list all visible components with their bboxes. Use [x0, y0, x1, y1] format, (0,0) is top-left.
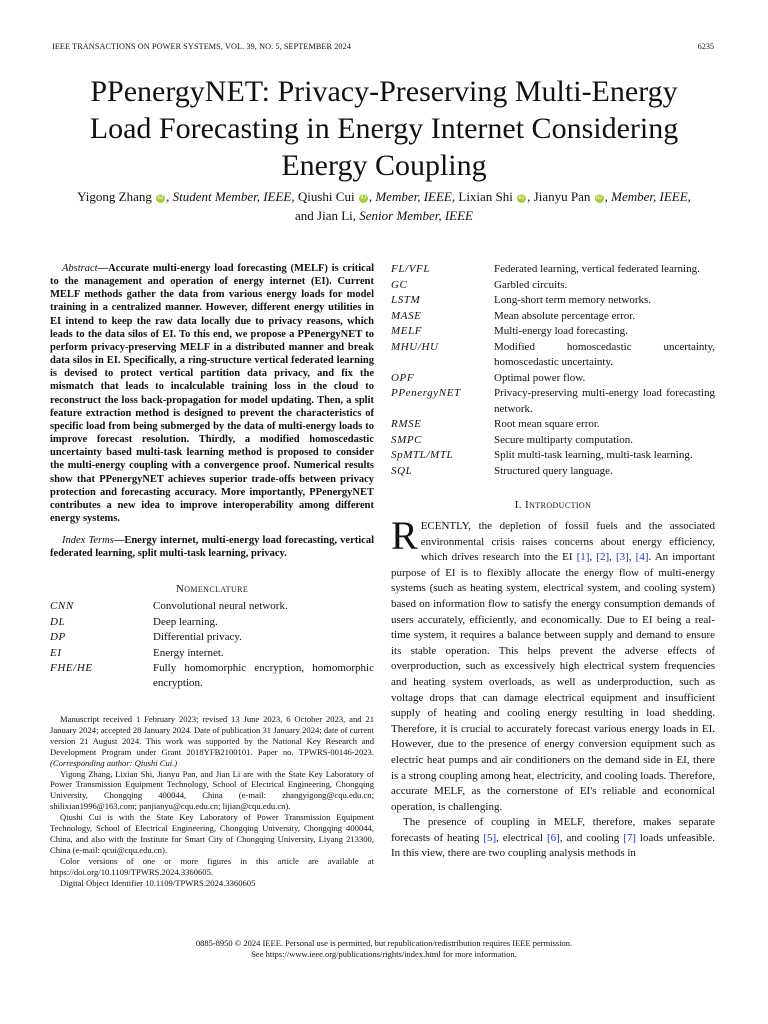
- nomenclature-def: Modified homoscedastic uncertainty, homoscedastic uncertainty.: [494, 340, 715, 368]
- rights-line: See https://www.ieee.org/publications/rights/index.html for more information.: [251, 949, 517, 959]
- nomenclature-def: Structured query language.: [494, 464, 613, 477]
- author-name: and Jian Li,: [295, 207, 357, 223]
- author-line-2: [40, 207, 728, 226]
- nomenclature-abbr: PPenergyNET: [391, 387, 461, 399]
- author-membership: Member, IEEE: [375, 189, 452, 204]
- nomenclature-def: Differential privacy.: [153, 631, 242, 644]
- author-name: Lixian Shi: [458, 189, 513, 204]
- running-header: IEEE TRANSACTIONS ON POWER SYSTEMS, VOL. 39, NO. 5, SEPTEMBER 2024: [52, 42, 352, 51]
- nomenclature-def: Federated learning, vertical federated learning.: [494, 263, 700, 275]
- author-name: Yigong Zhang: [77, 189, 152, 204]
- orcid-icon[interactable]: iD: [157, 195, 164, 201]
- nomenclature-abbr: MHU/HU: [391, 340, 439, 353]
- corresponding-author: (Corresponding author: Qiushi Cui.): [50, 757, 178, 768]
- nomenclature-def: Secure multiparty computation.: [494, 433, 633, 446]
- nomenclature-def: Privacy-preserving multi-energy load forecasting network.: [494, 387, 715, 415]
- author-line-1: Yigong Zhang iD , Student Member, IEEE, Qiushi Cui iD , Member, IEEE, Lixian Shi iD , Jianyu Pan iD , Member, IEEE,: [77, 189, 691, 204]
- footnote-manuscript: [50, 714, 374, 769]
- nomenclature-abbr: EI: [50, 646, 62, 659]
- left-column: [50, 262, 374, 692]
- paper-title: [40, 73, 728, 184]
- nomenclature-abbr: DP: [50, 631, 66, 644]
- author-name: Jianyu Pan: [533, 189, 591, 204]
- abstract-text: —Accurate multi-energy load forecasting (MELF) is critical to the management and operation of energy internet (EI). Current MELF methods gather the data from various energy loads for model training in a centralized manner. However, different energy utilities in EI intend to keep the raw data locally due to privacy reasons, which leads to the data silos of EI. To this end, we propose a PPenergyNET to perform privacy-preserving MELF in a distributed manner and break data silos in EI. Specifically, a ring-structure vertical federated learning is devised to protect vertical partition data privacy, and fix the mismatch that leads to incalculable training loss in the cloud to reconstruct the loss back-propagation for model updating. Then, a split feature extraction method is designed to prevent the characteristics of specific load from being submerged by the data of multi-energy loads to improve forecast resolution. Thirdly, a modified homoscedastic uncertainty based multi-task learning method is proposed to consider the multi-energy coupling with a convergence proof. Numerical results show that PPenergyNET achieves superior trade-offs between privacy protection and forecasting accuracy. More importantly, PPenergyNET contributes a new idea to improve interoperability among different energy systems.: [50, 263, 374, 524]
- nomenclature-abbr: CNN: [50, 600, 74, 613]
- section-heading-introduction: I. Introduction: [514, 499, 592, 511]
- nomenclature-def: Split multi-task learning, multi-task learning.: [494, 449, 693, 461]
- nomenclature-def: Energy internet.: [153, 646, 224, 659]
- citation-link[interactable]: [2]: [596, 551, 610, 564]
- index-terms-text: —Energy internet, multi-energy load forecasting, vertical federated learning, split multi-task learning, privacy.: [50, 535, 374, 560]
- footnote-affiliation: Qiushi Cui is with the State Key Laboratory of Power Transmission Equipment Technology, School of Electrical Engineering, Chongqing University, Chongqing 400044, China, and also with the Institute for Smart City of Chongqing University, Liyang 213300, China (e-mail: qcui@cqu.edu.cn).: [50, 812, 374, 855]
- index-terms-label: Index Terms: [62, 535, 114, 547]
- nomenclature-def: Deep learning.: [153, 615, 218, 628]
- nomenclature-abbr: SpMTL/MTL: [391, 449, 454, 461]
- citation-link[interactable]: [7]: [623, 831, 636, 844]
- nomenclature-def: Optimal power flow.: [494, 371, 586, 384]
- copyright-line: 0885-8950 © 2024 IEEE. Personal use is permitted, but republication/redistribution requires IEEE permission.: [195, 938, 573, 948]
- orcid-icon[interactable]: iD: [596, 195, 602, 201]
- nomenclature-abbr: RMSE: [391, 418, 422, 430]
- nomenclature-def: Garbled circuits.: [494, 278, 568, 291]
- paragraph-text: ECENTLY, the depletion of fossil fuels and the associated environmental crisis raises concerns about energy efficiency, which drives research into the EI: [420, 520, 715, 564]
- citation-link[interactable]: [6]: [547, 831, 560, 844]
- citation-link[interactable]: [3]: [615, 551, 629, 564]
- nomenclature-abbr: MASE: [391, 309, 422, 322]
- abstract: [50, 262, 374, 525]
- nomenclature-abbr: GC: [391, 278, 408, 291]
- nomenclature-list: [50, 599, 374, 691]
- citation-link[interactable]: [4]: [635, 551, 649, 564]
- nomenclature-def: Root mean square error.: [494, 418, 600, 430]
- drop-cap: R: [391, 513, 418, 558]
- nomenclature-def: Long-short term memory networks.: [494, 294, 652, 306]
- page-number: 6235: [697, 42, 714, 51]
- orcid-icon[interactable]: iD: [518, 195, 525, 201]
- nomenclature-abbr: FHE/HE: [50, 662, 93, 675]
- author-membership: Student Member, IEEE: [172, 189, 292, 204]
- nomenclature-abbr: SMPC: [391, 433, 423, 446]
- author-membership: Senior Member, IEEE: [359, 207, 473, 223]
- footnote-affiliation: Yigong Zhang, Lixian Shi, Jianyu Pan, and Jian Li are with the State Key Laboratory of Power Transmission Equipment Technology, School of Electrical Engineering, Chongqing University, Chongqing 400044, China (e-mail: zhangyigong@cqu.edu.cn; shilixian1996@163.com; panjianyu@cqu.edu.cn; lijian@cqu.edu.cn).: [50, 768, 374, 812]
- nomenclature-def: Convolutional neural network.: [153, 600, 288, 613]
- nomenclature-heading: Nomenclature: [175, 583, 249, 596]
- nomenclature-abbr: FL/VFL: [391, 263, 431, 275]
- orcid-icon[interactable]: iD: [360, 195, 367, 201]
- introduction-body: [391, 513, 716, 862]
- author-list: [40, 188, 728, 225]
- paragraph-text: loads unfeasible. In this view, there are two coupling analysis methods in: [391, 831, 715, 860]
- footnotes: [50, 714, 374, 889]
- abstract-label: Abstract: [62, 263, 98, 274]
- nomenclature-list-continued: [391, 262, 715, 479]
- nomenclature-abbr: LSTM: [391, 294, 421, 306]
- nomenclature-def: Mean absolute percentage error.: [494, 309, 636, 322]
- nomenclature-abbr: MELF: [391, 325, 423, 337]
- title-line: Load Forecasting in Energy Internet Considering: [89, 112, 679, 145]
- nomenclature-abbr: OPF: [391, 371, 415, 384]
- index-terms: [50, 534, 374, 560]
- paragraph-text: The presence of coupling in MELF, therefore, makes separate forecasts of heating: [391, 816, 715, 844]
- footnote-doi: Digital Object Identifier 10.1109/TPWRS.2024.3360605: [60, 877, 256, 888]
- nomenclature-abbr: SQL: [391, 464, 413, 477]
- citation-link[interactable]: [5]: [483, 831, 497, 844]
- paragraph: RECENTLY, the depletion of fossil fuels and the associated environmental crisis raises concerns about energy efficiency, which drives research into the EI [1], [2], [3], [4]. An important purpose of EI is to flexibly allocate the energy flow of multi-energy systems (such as heating system, electrical system, and cooling system) based on information flow to satisfy the energy consumption demands of users accurately, efficiently, and economically. Due to EI being a real-time system, it requires a balance between supply and demand to ensure its stable operation. This helps prevent the adverse effects of overproduction, such as excessively high electrical system frequencies and heating system overloads, as well as underproduction, such as voltage drops that can damage electrical equipment and insufficient supply of heating and cooling energy resulting in load shedding. Therefore, it is crucial to accurately forecast various energy loads in EI. However, due to the presence of energy conversion equipment such as electric heat pumps and air conditioners on the demand side in EI, there is a strong coupling among heat, electricity, and cooling loads. Therefore, accurate MELF, as the cornerstone of EI's reliable and economical operation, is challenging.: [391, 513, 716, 813]
- right-column: [391, 262, 715, 862]
- footnote-color: Color versions of one or more figures in this article are available at https://doi.org/10.1109/TPWRS.2024.3360605.: [50, 855, 374, 877]
- paragraph-text: , and cooling: [559, 831, 624, 844]
- paragraph-text: . An important purpose of EI is to flexibly allocate the energy flow of multi-energy systems (such as heating system, electrical system, and cooling system) based on information flow to satisfy the energy consumption demands of users accurately, efficiently, and economically. Due to EI being a real-time system, it requires a balance between supply and demand to ensure its stable operation. This helps prevent the adverse effects of overproduction, such as excessively high electrical system frequencies and heating system overloads, as well as underproduction, such as voltage drops that can damage electrical equipment and insufficient supply of heating and cooling energy resulting in load shedding. Therefore, it is crucial to accurately forecast various energy loads in EI. However, due to the presence of energy conversion equipment such as electric heat pumps and air conditioners on the demand side in EI, there is a strong coupling among heat, electricity, and cooling loads. Therefore, accurate MELF, as the cornerstone of EI's reliable and economical operation, is challenging.: [391, 551, 716, 813]
- citation-link[interactable]: [1]: [576, 551, 590, 564]
- author-membership: Member, IEEE: [611, 189, 688, 204]
- paragraph-text: , electrical: [496, 831, 548, 844]
- copyright-footer: [40, 938, 728, 960]
- footnote-text: Manuscript received 1 February 2023; revised 13 June 2023, 6 October 2023, and 21 January 2024; accepted 28 January 2024. Date of publication 31 January 2024; date of current version 21 August 2024. This work was supported by the National Key Research and Development Program under Grant 2018YFB2100101. Paper no. TPWRS-00146-2023.: [50, 714, 374, 757]
- nomenclature-def: Multi-energy load forecasting.: [494, 325, 628, 337]
- paragraph: [391, 815, 715, 862]
- nomenclature-def: Fully homomorphic encryption, homomorphic encryption.: [153, 662, 374, 690]
- author-name: Qiushi Cui: [297, 189, 355, 204]
- nomenclature-abbr: DL: [50, 615, 66, 628]
- title-line: PPenergyNET: Privacy-Preserving Multi-Energy: [90, 75, 678, 108]
- title-line: Energy Coupling: [281, 149, 487, 182]
